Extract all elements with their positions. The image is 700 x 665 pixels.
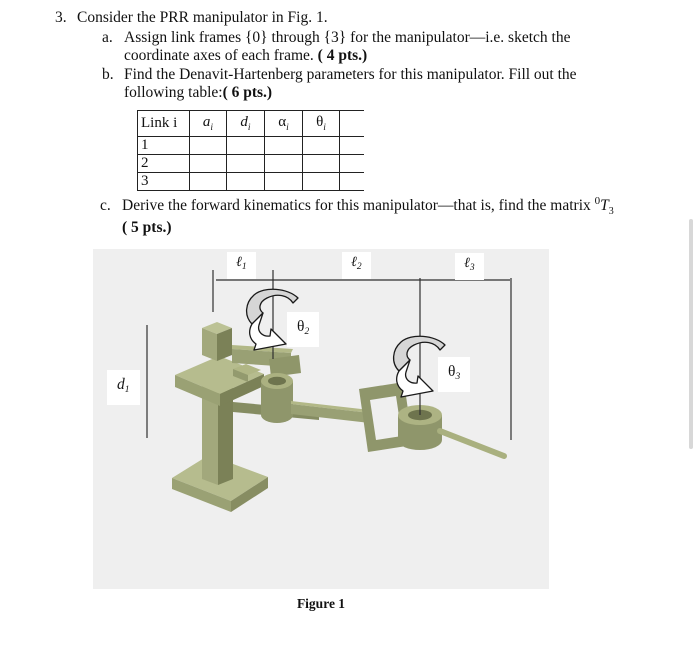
robot-render <box>172 322 504 512</box>
dh-row-3-a <box>190 173 227 191</box>
figure-caption: Figure 1 <box>296 596 346 611</box>
item-a-line2: coordinate axes of each frame. <box>124 47 318 65</box>
item-b-line2: following table: <box>124 84 223 102</box>
item-c-line1: Derive the forward kinematics for this manipulator—that is, find the matrix <box>122 197 595 214</box>
dh-row-2-alpha <box>265 155 303 173</box>
dh-row-3 <box>138 173 365 191</box>
dh-header-a: $a_i$ <box>190 111 227 137</box>
dh-row-2-theta <box>303 155 340 173</box>
dh-row-3-alpha <box>265 173 303 191</box>
item-b-marker: b. <box>102 66 114 83</box>
problem-number: 3. <box>55 9 67 26</box>
d1-label: d1 <box>107 370 140 405</box>
item-c-points: ( 5 pts.) <box>122 219 172 237</box>
dh-row-1-alpha <box>265 137 303 155</box>
dh-row-1-link: 1 <box>138 137 190 155</box>
dh-row-3-link: 3 <box>138 173 190 191</box>
dh-row-2-d <box>227 155 265 173</box>
robot-end-rod <box>440 431 504 456</box>
problem-intro: Consider the PRR manipulator in Fig. 1. <box>77 9 328 26</box>
item-b-points: ( 6 pts.) <box>222 84 273 102</box>
item-b <box>102 66 577 103</box>
manipulator-figure <box>93 249 549 589</box>
dh-header-d: $d_i$ <box>227 111 265 137</box>
dh-row-2-a <box>190 155 227 173</box>
problem-heading <box>55 9 328 27</box>
theta2-label: θ2 <box>287 312 319 347</box>
item-a <box>102 29 570 66</box>
dh-table-header-row <box>138 111 365 137</box>
item-a-line1: Assign link frames {0} through {3} for the manipulator—i.e. sketch the <box>124 29 571 46</box>
item-a-points: ( 4 pts.) <box>317 47 368 65</box>
dh-row-2 <box>138 155 365 173</box>
dh-table <box>137 110 364 191</box>
dh-row-3-theta <box>303 173 340 191</box>
dh-header-extension <box>340 111 365 137</box>
dh-row-2-extension <box>340 155 365 173</box>
l3-label: ℓ$_3$ <box>455 253 484 280</box>
joint1-cylinder <box>261 373 293 423</box>
scrollbar-thumb[interactable] <box>689 219 693 449</box>
matrix-base: T <box>600 197 609 214</box>
dh-header-link: Link i <box>138 111 190 137</box>
dh-row-3-extension <box>340 173 365 191</box>
matrix-sub: 3 <box>608 206 614 218</box>
l1-label: ℓ$_1$ <box>227 252 256 279</box>
dh-header-theta: $\theta_i$ <box>303 111 340 137</box>
item-b-line1: Find the Denavit-Hartenberg parameters for this manipulator. Fill out the <box>124 66 577 83</box>
dh-header-alpha: $\alpha_i$ <box>265 111 303 137</box>
theta3-label: θ3 <box>438 357 470 392</box>
item-c <box>100 195 614 239</box>
dh-row-1-a <box>190 137 227 155</box>
dh-row-1 <box>138 137 365 155</box>
dh-row-1-extension <box>340 137 365 155</box>
manipulator-figure-render <box>93 249 549 589</box>
item-a-marker: a. <box>102 29 113 46</box>
dh-row-3-d <box>227 173 265 191</box>
dh-row-2-link: 2 <box>138 155 190 173</box>
robot-upper-column <box>202 322 232 361</box>
dh-row-1-theta <box>303 137 340 155</box>
l2-label: ℓ$_2$ <box>342 252 371 279</box>
dh-row-1-d <box>227 137 265 155</box>
item-c-marker: c. <box>100 197 111 214</box>
matrix-sup: 0 <box>594 194 601 207</box>
